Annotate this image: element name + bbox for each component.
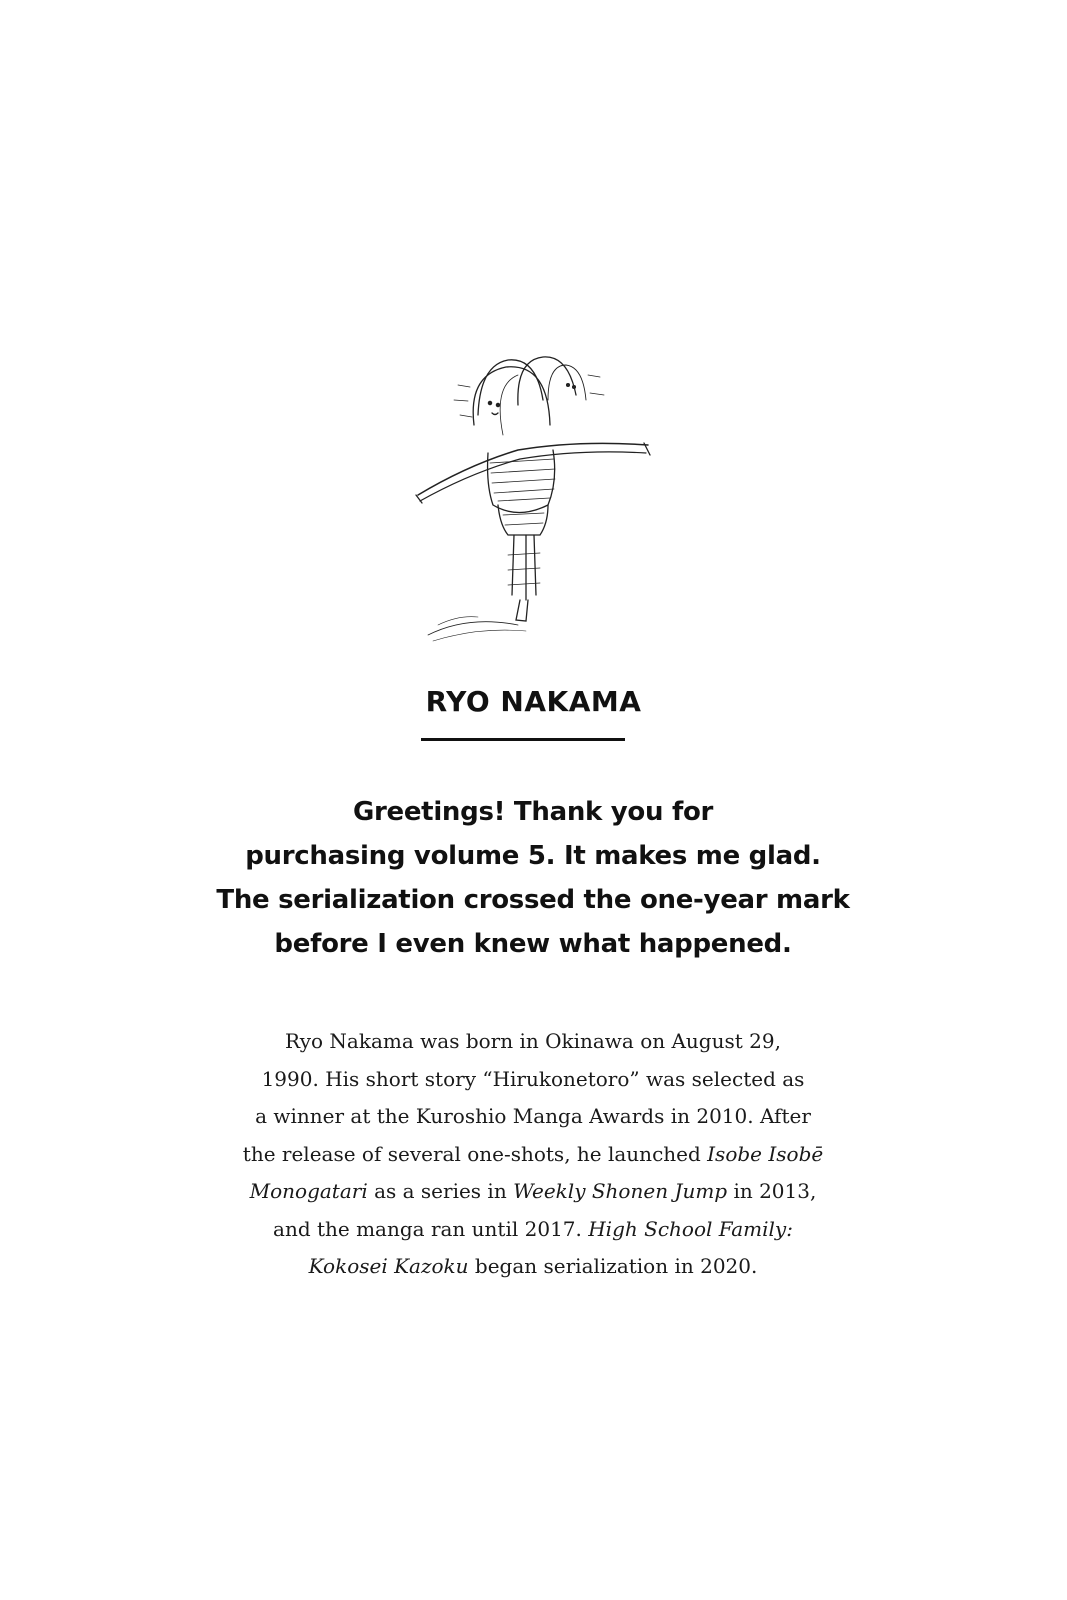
bio-line: a winner at the Kuroshio Manga Awards in 2010. After (255, 1104, 811, 1128)
bio-line (193, 1211, 873, 1249)
bio-text: began serialization in 2020. (468, 1254, 758, 1278)
bio-title-italic: Isobe Isobē (707, 1141, 824, 1166)
bio-text: in 2013, (727, 1179, 817, 1203)
bio-line (193, 1248, 873, 1286)
bio-text: and the manga ran until 2017. (273, 1216, 589, 1241)
author-greeting-message (183, 790, 883, 966)
greeting-line: purchasing volume 5. It makes me glad. (245, 841, 821, 871)
bio-title-italic: Weekly Shonen Jump (513, 1179, 728, 1203)
bio-title-italic: Kokosei Kazoku (308, 1254, 469, 1278)
bio-line (193, 1173, 873, 1211)
bio-title-italic: High School Family: (588, 1216, 793, 1241)
author-name-heading: RYO NAKAMA (425, 685, 642, 718)
greeting-line: before I even knew what happened. (274, 929, 792, 959)
greeting-line: Greetings! Thank you for (352, 797, 714, 827)
bio-text: the release of several one-shots, he launched (242, 1141, 708, 1166)
bio-line: Ryo Nakama was born in Okinawa on August 29, (285, 1029, 781, 1053)
bio-line: 1990. His short story “Hirukonetoro” was selected as (261, 1066, 805, 1091)
author-biography (193, 1023, 873, 1286)
bio-text: as a series in (367, 1179, 514, 1203)
greeting-line: The serialization crossed the one-year mark (216, 885, 850, 915)
heading-underline-divider (421, 738, 625, 741)
spinning-character-sketch-icon (408, 345, 658, 645)
bio-line (193, 1136, 873, 1174)
bio-title-italic: Monogatari (249, 1179, 368, 1203)
author-sketch-illustration (408, 345, 658, 645)
